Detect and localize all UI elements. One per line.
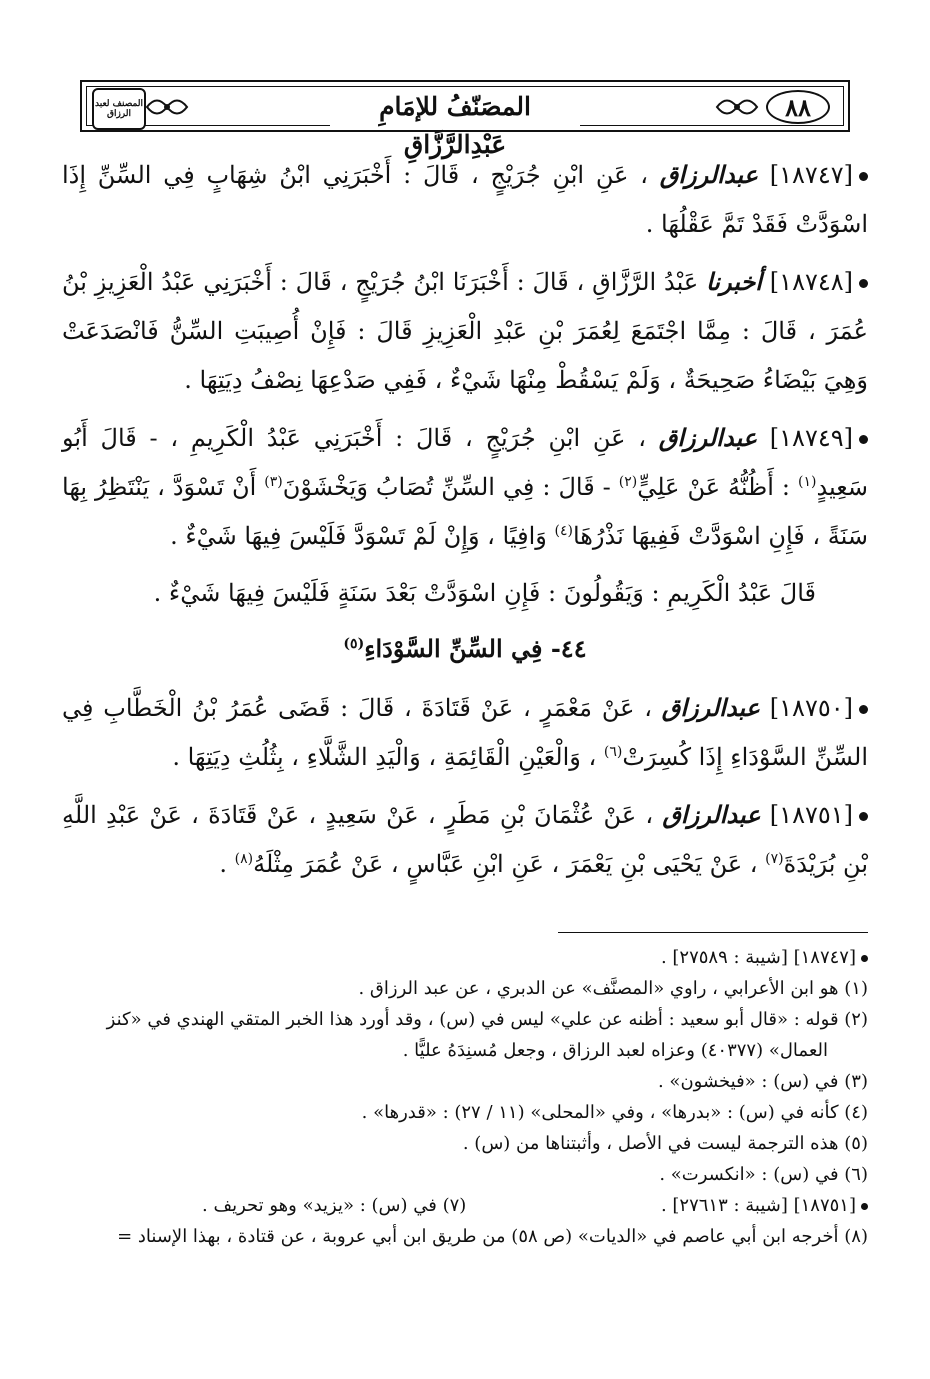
- footnote-marker[interactable]: (٤): [554, 523, 573, 539]
- narrator-name: أخبرنا: [705, 267, 762, 296]
- emblem-text: المصنف لعبد الرزاق: [95, 99, 143, 119]
- book-title: المصَنّفُ للإمَامِ عَبْدِالرَّزَّاقِ: [330, 88, 580, 126]
- hadith-text: عَبْدُ الرَّزَّاقِ ، قَالَ : أَخْبَرَنَا ابْنُ جُرَيْجٍ ، قَالَ : أَخْبَرَنِي عَبْدُ الْعَزِيزِ بْنُ عُمَرَ ، قَالَ : مِمَّا اجْتَمَعَ لِعُمَرَ بْنِ عَبْدِ الْعَزِيزِ قَالَ : فَإِنْ أُصِيبَتِ السِّنُّ فَانْصَدَعَتْ وَهِيَ بَيْضَاءُ صَحِيحَةٌ ، وَلَمْ يَسْقُطْ مِنْهَا شَيْءٌ ، فَفِي صَدْعِهَا نِصْفُ دِيَتِهَا .: [62, 268, 868, 394]
- footnote: (٧) في (س) : «يزيد» وهو تحريف .: [202, 1195, 467, 1216]
- footnote-marker[interactable]: (٨): [234, 851, 254, 867]
- hadith-text: - قَالَ : فِي السِّنِّ تُصَابُ وَيَخْشَوْنَ: [282, 473, 611, 501]
- source-reference: [661, 1190, 868, 1221]
- footnote-marker[interactable]: (٢): [618, 474, 638, 490]
- bullet-icon: [859, 812, 868, 821]
- section-heading: [62, 624, 868, 673]
- bullet-icon: [859, 172, 868, 181]
- footnote-marker[interactable]: (٦): [603, 744, 623, 760]
- hadith-number: [١٨٧٥٠]: [769, 694, 853, 722]
- hadith-text: .: [219, 850, 227, 878]
- footnote-marker[interactable]: (١): [797, 474, 817, 490]
- page-number-frame: [766, 90, 830, 124]
- footnote-continuation: العمال» (٤٠٣٧٧) وعزاه لعبد الرزاق ، وجعل مُسنِدَهُ عليًّا .: [402, 1040, 828, 1061]
- hadith-text: ، عَنْ عُثْمَانَ بْنِ مَطَرٍ ، عَنْ سَعِيدٍ ، عَنْ قَتَادَةَ ، عَنْ عَبْدِ اللَّهِ بْنِ بُرَيْدَةَ: [62, 801, 868, 878]
- hadith-number: [١٨٧٤٨]: [769, 268, 853, 296]
- footnote: (١) هو ابن الأعرابي ، راوي «المصنَّف» عن الدبري ، عن عبد الرزاق .: [358, 978, 868, 999]
- narrator-name: عبدالرزاق: [658, 423, 758, 452]
- footnote-marker[interactable]: (٥): [343, 636, 365, 652]
- footnote: (٣) في (س) : «فيخشون» .: [657, 1071, 868, 1092]
- footnote-marker[interactable]: (٧): [765, 851, 784, 867]
- section-title: ٤٤- فِي السِّنِّ السَّوْدَاءِ: [364, 634, 587, 663]
- hadith-text: ، عَنْ يَحْيَى بْنِ يَعْمَرَ ، عَنِ ابْنِ عَبَّاسٍ ، عَنْ عُمَرَ مِثْلَهُ: [253, 850, 758, 878]
- reference-text: [١٨٧٤٧] [شيبة : ٢٧٥٨٩] .: [660, 947, 856, 968]
- hadith-entry: [62, 150, 868, 249]
- footnote-marker[interactable]: (٣): [264, 474, 283, 490]
- source-reference: [62, 942, 868, 973]
- reference-text: [١٨٧٥١] [شيبة : ٢٧٦١٣] .: [660, 1195, 856, 1216]
- publisher-emblem: [92, 88, 146, 130]
- hadith-number: [١٨٧٥١]: [769, 801, 853, 829]
- bullet-icon: [859, 705, 868, 714]
- hadith-entry: [62, 413, 868, 561]
- hadith-text: أَنْ تَسْوَدَّ ، يَنْتَظِرُ بِهَا سَنَةً ، فَإِنِ اسْوَدَّتْ فَفِيهَا نَذْرُهَا: [62, 473, 868, 550]
- ornament-icon: [140, 90, 194, 124]
- page-number: ٨٨: [766, 90, 830, 124]
- hadith-number: [١٨٧٤٧]: [769, 161, 853, 189]
- bullet-icon: [859, 279, 868, 288]
- hadith-text: ، عَنِ ابْنِ جُرَيْجٍ ، قَالَ : أَخْبَرَنِي عَبْدُ الْكَرِيمِ ، - قَالَ أَبُو سَعِيدٍ: [62, 424, 868, 501]
- bullet-icon: [859, 435, 868, 444]
- footnote-separator: [558, 932, 868, 933]
- footnotes: [62, 942, 868, 1252]
- running-header: [80, 80, 850, 159]
- hadith-text: ، وَالْعَيْنِ الْقَائِمَةِ ، وَالْيَدِ الشَّلَّاءِ ، بِثُلُثِ دِيَتِهَا .: [172, 743, 597, 771]
- main-text: [62, 150, 868, 897]
- hadith-entry: [62, 790, 868, 889]
- footnote: (٢) قوله : «قال أبو سعيد : أظنه عن علي» ليس في (س) ، وقد أورد هذا الخبر المتقي الهندي في «كنز: [106, 1009, 868, 1030]
- continuation-paragraph: قَالَ عَبْدُ الْكَرِيمِ : وَيَقُولُونَ : فَإِنِ اسْوَدَّتْ بَعْدَ سَنَةٍ فَلَيْسَ فِيهَا شَيْءٌ .: [153, 579, 816, 607]
- hadith-entry: [62, 257, 868, 405]
- footnote: (٨) أخرجه ابن أبي عاصم في «الديات» (ص ٥٨) من طريق ابن أبي عروبة ، عن قتادة ، بهذا الإسناد =: [117, 1226, 868, 1247]
- ornament-icon: [710, 90, 764, 124]
- hadith-text: وَافِيًا ، وَإِنْ لَمْ تَسْوَدَّ فَلَيْسَ فِيهَا شَيْءٌ .: [170, 522, 547, 550]
- hadith-number: [١٨٧٤٩]: [769, 424, 853, 452]
- footnote: (٦) في (س) : «انكسرت» .: [659, 1164, 868, 1185]
- hadith-text: : أَظُنُّهُ عَنْ عَلِيٍّ: [637, 473, 790, 501]
- hadith-entry: [62, 683, 868, 782]
- footnote: (٤) كأنه في (س) : «بدرها» ، وفي «المحلى» (١١ / ٢٧) : «قدرها» .: [361, 1102, 868, 1123]
- hadith-text: ، عَنِ ابْنِ جُرَيْجٍ ، قَالَ : أَخْبَرَنِي ابْنُ شِهَابٍ فِي السِّنِّ إِذَا اسْوَدَّتْ فَقَدْ تَمَّ عَقْلُهَا .: [62, 161, 868, 238]
- footnote-row: [62, 1190, 868, 1221]
- narrator-name: عبدالرزاق: [659, 160, 758, 189]
- bullet-icon: [861, 1203, 868, 1210]
- narrator-name: عبدالرزاق: [661, 693, 760, 722]
- footnote: (٥) هذه الترجمة ليست في الأصل ، وأثبتناها من (س) .: [462, 1133, 868, 1154]
- bullet-icon: [861, 955, 868, 962]
- narrator-name: عبدالرزاق: [662, 800, 761, 829]
- hadith-text: ، عَنْ مَعْمَرٍ ، عَنْ قَتَادَةَ ، قَالَ : قَضَى عُمَرُ بْنُ الْخَطَّابِ فِي السِّنِّ السَّوْدَاءِ إِذَا كُسِرَتْ: [62, 694, 868, 771]
